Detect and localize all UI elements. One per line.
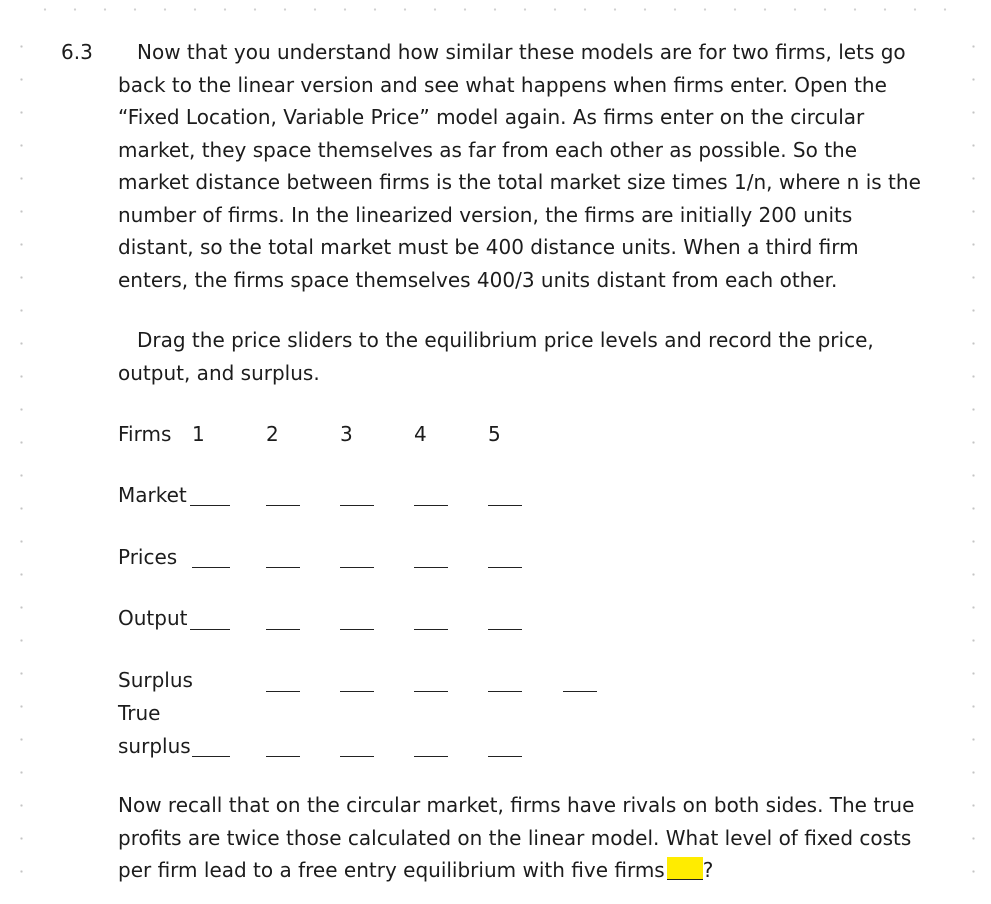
surplus-blank-3[interactable] [414, 691, 448, 692]
true-surplus-blank-4[interactable] [414, 756, 448, 757]
market-blank-3[interactable] [340, 505, 374, 506]
fixed-cost-answer-blank[interactable] [667, 857, 703, 880]
intro-line: Now that you understand how similar these models are for two firms, lets go [137, 40, 906, 64]
instruction-line: Drag the price sliders to the equilibrium price levels and record the price, [137, 328, 874, 352]
prices-blank-2[interactable] [266, 567, 300, 568]
surplus-blank-1[interactable] [266, 691, 300, 692]
prices-blank-4[interactable] [414, 567, 448, 568]
market-blank-1[interactable] [190, 505, 230, 506]
true-surplus-blank-1[interactable] [192, 756, 230, 757]
intro-line: enters, the firms space themselves 400/3 units distant from each other. [118, 267, 838, 292]
closing-line: profits are twice those calculated on the linear model. What level of fixed costs [118, 825, 912, 850]
market-blank-4[interactable] [414, 505, 448, 506]
instruction-paragraph [118, 324, 938, 389]
surplus-row-label: Surplus [118, 668, 193, 692]
intro-line: “Fixed Location, Variable Price” model again. As firms enter on the circular [118, 105, 865, 129]
true-surplus-label-line1: True [118, 701, 161, 725]
firm-number-3: 3 [340, 422, 353, 446]
closing-question-mark: ? [702, 858, 714, 882]
intro-line: back to the linear version and see what happens when firms enter. Open the [118, 72, 887, 97]
instruction-line: output, and surplus. [118, 360, 320, 385]
prices-blank-5[interactable] [488, 567, 522, 568]
output-blank-3[interactable] [340, 629, 374, 630]
firms-label: Firms [118, 422, 172, 446]
question-number: 6.3 [61, 40, 93, 64]
output-blank-2[interactable] [266, 629, 300, 630]
true-surplus-blank-3[interactable] [340, 756, 374, 757]
intro-paragraph [118, 36, 938, 296]
market-blank-2[interactable] [266, 505, 300, 506]
surplus-blank-2[interactable] [340, 691, 374, 692]
surplus-blank-5[interactable] [563, 691, 597, 692]
true-surplus-blank-5[interactable] [488, 756, 522, 757]
closing-paragraph [118, 789, 938, 887]
firm-number-1: 1 [192, 422, 205, 446]
closing-line-final [118, 854, 938, 887]
output-blank-5[interactable] [488, 629, 522, 630]
true-surplus-blank-2[interactable] [266, 756, 300, 757]
firm-number-5: 5 [488, 422, 501, 446]
market-row-label: Market [118, 483, 187, 507]
prices-blank-1[interactable] [192, 567, 230, 568]
closing-line: Now recall that on the circular market, firms have rivals on both sides. The true [118, 793, 915, 817]
output-blank-1[interactable] [190, 629, 230, 630]
market-blank-5[interactable] [488, 505, 522, 506]
surplus-blank-4[interactable] [488, 691, 522, 692]
output-blank-4[interactable] [414, 629, 448, 630]
closing-line-text: per firm lead to a free entry equilibrium with five firms [118, 858, 665, 882]
firm-number-2: 2 [266, 422, 279, 446]
prices-row-label: Prices [118, 545, 178, 569]
firm-number-4: 4 [414, 422, 427, 446]
intro-line: market, they space themselves as far from each other as possible. So the [118, 137, 858, 162]
intro-line: distant, so the total market must be 400 distance units. When a third firm [118, 235, 859, 259]
intro-line: number of firms. In the linearized version, the firms are initially 200 units [118, 202, 853, 227]
prices-blank-3[interactable] [340, 567, 374, 568]
true-surplus-label-line2: surplus [118, 734, 191, 758]
output-row-label: Output [118, 606, 188, 630]
intro-line: market distance between firms is the total market size times 1/n, where n is the [118, 170, 921, 194]
